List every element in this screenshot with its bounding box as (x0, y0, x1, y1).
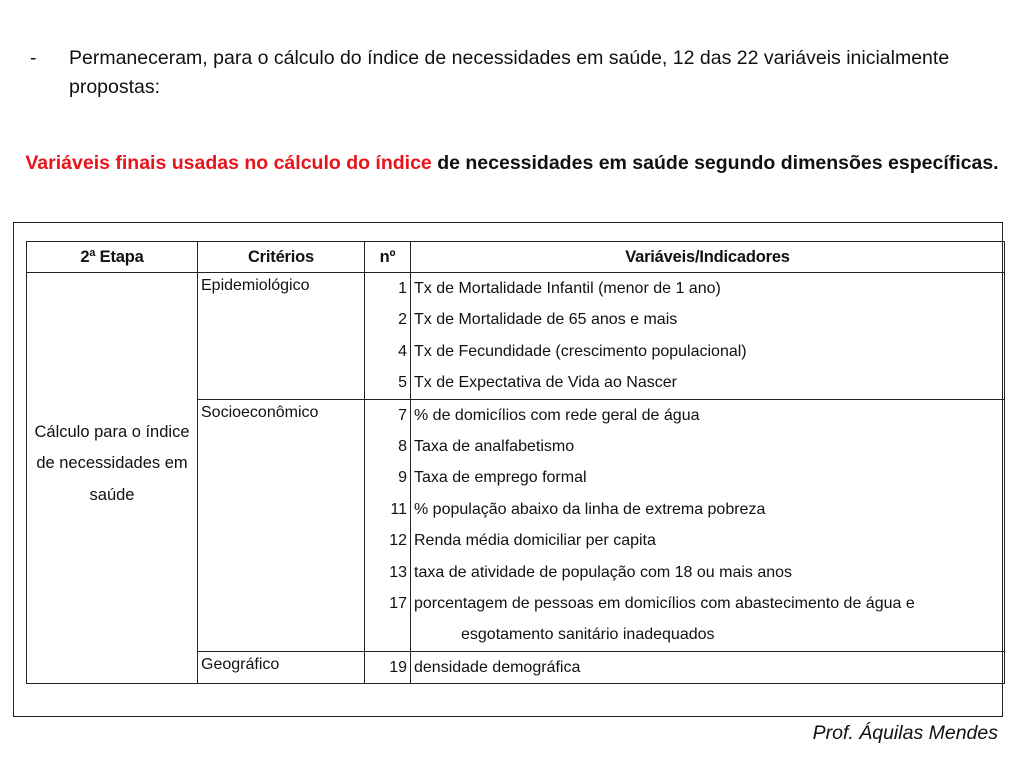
row-number: 9 (365, 462, 411, 493)
etapa-cell (27, 273, 198, 684)
row-variable: Taxa de analfabetismo (411, 431, 1005, 462)
criterio-epidemiologico: Epidemiológico (198, 273, 365, 400)
row-number: 12 (365, 525, 411, 556)
etapa-label: Cálculo para o índice de necessidades em saúde (34, 422, 190, 504)
row-variable: % população abaixo da linha de extrema pobreza (411, 494, 1005, 525)
row-variable: Tx de Expectativa de Vida ao Nascer (411, 367, 1005, 399)
row-variable: Taxa de emprego formal (411, 462, 1005, 493)
row-variable: Renda média domiciliar per capita (411, 525, 1005, 556)
header-criterios: Critérios (198, 242, 365, 273)
header-variaveis: Variáveis/Indicadores (411, 242, 1005, 273)
row-number: 11 (365, 494, 411, 525)
row-variable: Tx de Mortalidade de 65 anos e mais (411, 304, 1005, 335)
row-number: 8 (365, 431, 411, 462)
row-variable-continuation: esgotamento sanitário inadequados (411, 619, 1005, 651)
row-variable: taxa de atividade de população com 18 ou mais anos (411, 557, 1005, 588)
table-header-row (27, 242, 1005, 273)
author-credit: Prof. Áquilas Mendes (812, 722, 998, 744)
criterio-socioeconomico: Socioeconômico (198, 399, 365, 651)
row-number: 13 (365, 557, 411, 588)
bullet-dash: - (30, 47, 37, 69)
criterio-geografico: Geográfico (198, 651, 365, 683)
row-number-empty (365, 619, 411, 651)
row-number: 19 (365, 651, 411, 683)
row-number: 2 (365, 304, 411, 335)
row-variable: % de domicílios com rede geral de água (411, 399, 1005, 431)
row-number: 17 (365, 588, 411, 619)
row-variable: densidade demográfica (411, 651, 1005, 683)
row-number: 5 (365, 367, 411, 399)
row-variable: Tx de Fecundidade (crescimento populacional) (411, 336, 1005, 367)
bullet-text: Permaneceram, para o cálculo do índice de necessidades em saúde, 12 das 22 variáveis inicialmente propostas: (69, 47, 950, 98)
caption-rest: de necessidades em saúde segundo dimensões específicas. (431, 152, 999, 174)
caption-highlight: Variáveis finais usadas no cálculo do índice (25, 152, 432, 174)
row-number: 4 (365, 336, 411, 367)
row-variable: Tx de Mortalidade Infantil (menor de 1 ano) (411, 273, 1005, 305)
header-numero: nº (365, 242, 411, 273)
table-caption (20, 148, 1004, 178)
header-etapa: 2ª Etapa (27, 242, 198, 273)
row-variable: porcentagem de pessoas em domicílios com abastecimento de água e (411, 588, 1005, 619)
row-number: 1 (365, 273, 411, 305)
row-number: 7 (365, 399, 411, 431)
variables-table (26, 241, 1005, 684)
table-row (27, 273, 1005, 305)
